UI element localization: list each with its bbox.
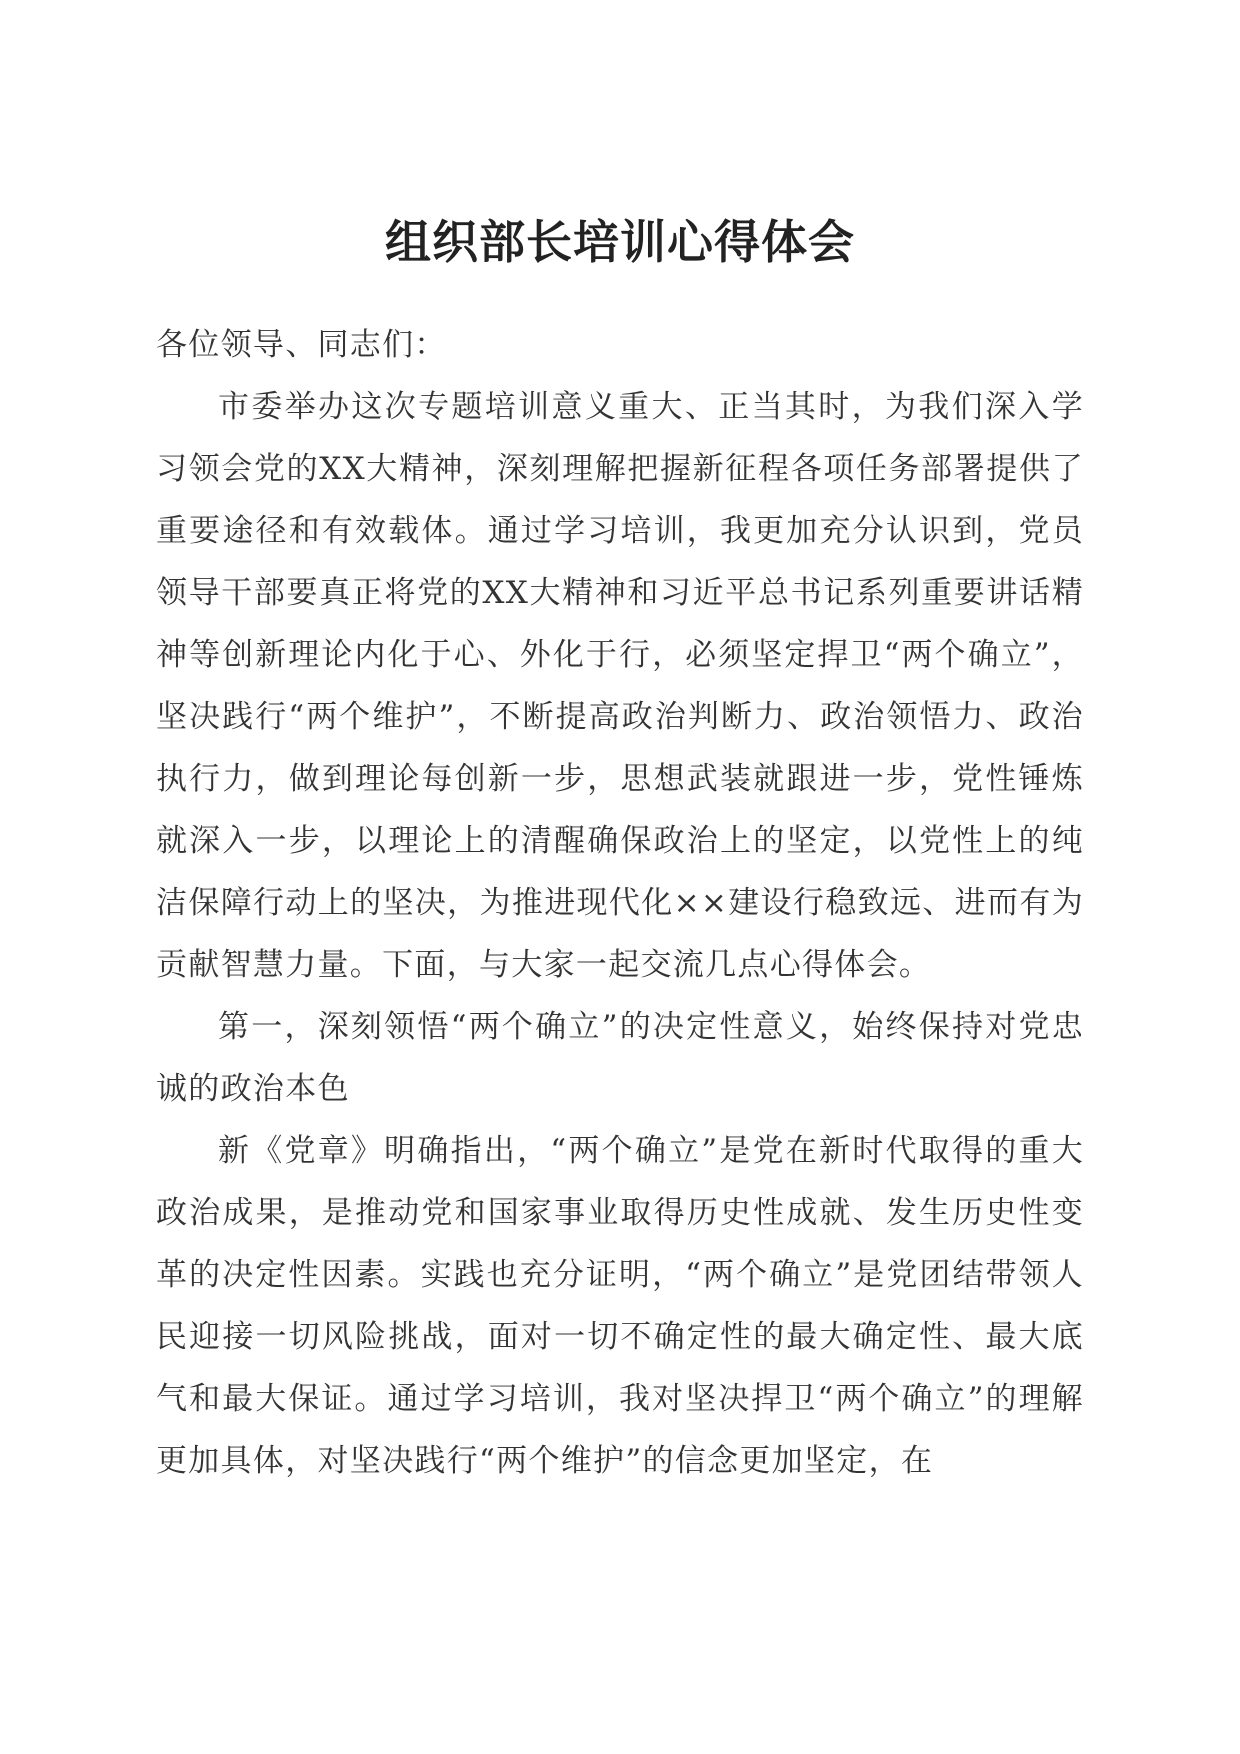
paragraph-intro: 市委举办这次专题培训意义重大、正当其时，为我们深入学习领会党的XX大精神，深刻理解把握新征程各项任务部署提供了重要途径和有效载体。通过学习培训，我更加充分认识到，党员领导干部要真正将党的XX大精神和习近平总书记系列重要讲话精神等创新理论内化于心、外化于行，必须坚定捍卫“两个确立”，坚决践行“两个维护”，不断提高政治判断力、政治领悟力、政治执行力，做到理论每创新一步，思想武装就跟进一步，党性锤炼就深入一步，以理论上的清醒确保政治上的坚定，以党性上的纯洁保障行动上的坚决，为推进现代化××建设行稳致远、进而有为贡献智慧力量。下面，与大家一起交流几点心得体会。 [156,389,1084,983]
document-body [156,314,1084,1492]
section-heading-first: 第一，深刻领悟“两个确立”的决定性意义，始终保持对党忠诚的政治本色 [156,1009,1084,1107]
salutation: 各位领导、同志们： [156,327,447,363]
document-title: 组织部长培训心得体会 [385,215,855,269]
paragraph-first-section: 新《党章》明确指出，“两个确立”是党在新时代取得的重大政治成果，是推动党和国家事业取得历史性成就、发生历史性变革的决定性因素。实践也充分证明，“两个确立”是党团结带领人民迎接一切风险挑战，面对一切不确定性的最大确定性、最大底气和最大保证。通过学习培训，我对坚决捍卫“两个确立”的理解更加具体，对坚决践行“两个维护”的信念更加坚定，在 [156,1133,1084,1479]
